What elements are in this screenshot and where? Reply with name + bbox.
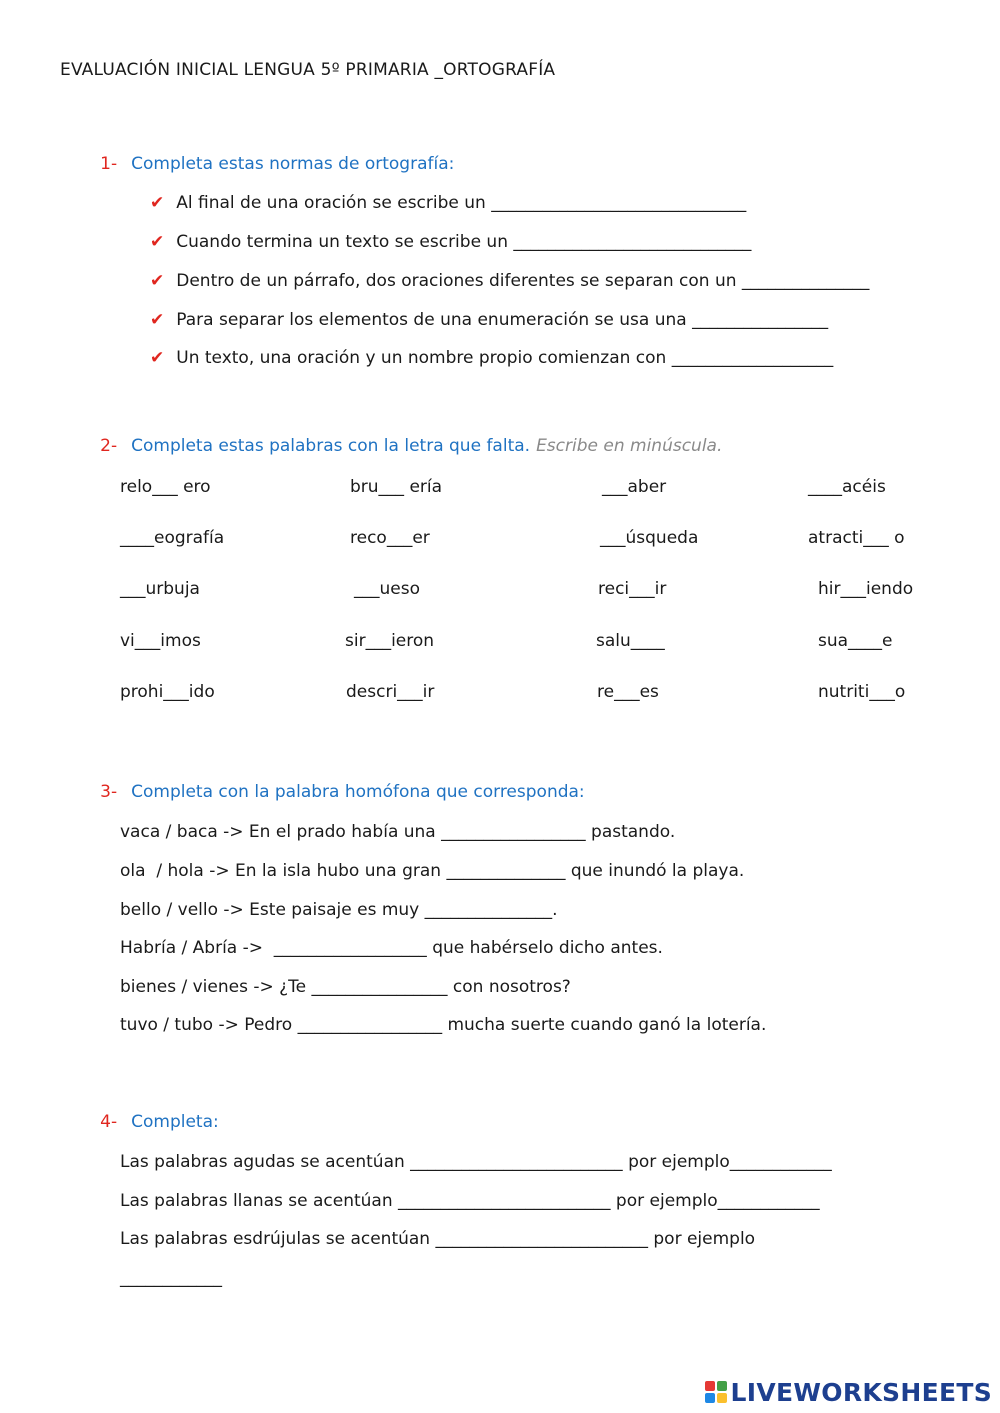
word-blank[interactable]: ____acéis [808,477,886,497]
word-blank[interactable]: bru___ ería [350,477,443,497]
section-4-heading [90,1093,219,1132]
homophone-item[interactable]: tuvo / tubo -> Pedro _________________ mucha suerte cuando ganó la lotería. [120,1015,767,1035]
check-icon: ✔ [150,348,165,368]
rule-text: Al final de una oración se escribe un ______________________________ [176,193,747,213]
section-2-heading [90,417,722,456]
check-icon: ✔ [150,193,165,213]
section-hint: Escribe en minúscula. [536,436,723,456]
rule-text: Para separar los elementos de una enumeración se usa una ________________ [176,310,829,330]
check-icon: ✔ [150,310,165,330]
word-blank[interactable]: hir___iendo [818,579,914,599]
homophone-item[interactable]: ola / hola -> En la isla hubo una gran ______________ que inundó la playa. [120,861,745,881]
word-blank[interactable]: relo___ ero [120,477,211,497]
word-blank[interactable]: ___úsqueda [600,528,699,548]
check-icon: ✔ [150,271,165,291]
rule-item [150,348,833,368]
page-title: EVALUACIÓN INICIAL LENGUA 5º PRIMARIA _ORTOGRAFÍA [60,60,556,80]
section-title: Completa: [131,1112,219,1132]
word-blank[interactable]: ___aber [602,477,667,497]
word-blank[interactable]: ____eografía [120,528,225,548]
section-title: Completa estas palabras con la letra que falta. [131,436,531,456]
section-3-heading [90,763,585,802]
word-blank[interactable]: atracti___ o [808,528,905,548]
section-title: Completa con la palabra homófona que corresponda: [131,782,585,802]
rule-item [150,193,746,213]
section-title: Completa estas normas de ortografía: [131,154,455,174]
word-blank[interactable]: reci___ir [598,579,667,599]
accent-rule-item[interactable]: Las palabras esdrújulas se acentúan _________________________ por ejemplo [120,1229,756,1249]
word-blank[interactable]: descri___ir [346,682,435,702]
accent-rule-item[interactable]: Las palabras agudas se acentúan _________________________ por ejemplo____________ [120,1152,832,1172]
section-number: 3- [100,782,118,802]
word-blank[interactable]: prohi___ido [120,682,215,702]
homophone-item[interactable]: Habría / Abría -> __________________ que habérselo dicho antes. [120,938,663,958]
word-blank[interactable]: sir___ieron [345,631,435,651]
word-blank[interactable]: salu____ [596,631,665,651]
word-blank[interactable]: sua____e [818,631,893,651]
homophone-item[interactable]: bienes / vienes -> ¿Te ________________ con nosotros? [120,977,571,997]
word-blank[interactable]: vi___imos [120,631,201,651]
liveworksheets-logo [705,1375,992,1409]
rule-text: Cuando termina un texto se escribe un ____________________________ [176,232,752,252]
answer-blank[interactable]: ____________ [120,1268,222,1288]
word-blank[interactable]: re___es [597,682,659,702]
word-blank[interactable]: nutriti___o [818,682,906,702]
word-blank[interactable]: reco___er [350,528,430,548]
section-1-heading [90,135,454,174]
logo-text: LIVEWORKSHEETS [730,1377,992,1407]
rule-item [150,232,751,252]
homophone-item[interactable]: bello / vello -> Este paisaje es muy _______________. [120,900,558,920]
rule-text: Un texto, una oración y un nombre propio comienzan con ___________________ [176,348,834,368]
section-number: 1- [100,154,118,174]
word-blank[interactable]: ___ueso [354,579,420,599]
homophone-item[interactable]: vaca / baca -> En el prado había una _________________ pastando. [120,822,676,842]
word-blank[interactable]: ___urbuja [120,579,200,599]
rule-item [150,271,869,291]
liveworksheets-logo-icon [705,1381,727,1403]
accent-rule-item[interactable]: Las palabras llanas se acentúan _________________________ por ejemplo____________ [120,1191,820,1211]
section-number: 4- [100,1112,118,1132]
section-number: 2- [100,436,118,456]
check-icon: ✔ [150,232,165,252]
rule-text: Dentro de un párrafo, dos oraciones diferentes se separan con un _______________ [176,271,870,291]
rule-item [150,310,828,330]
